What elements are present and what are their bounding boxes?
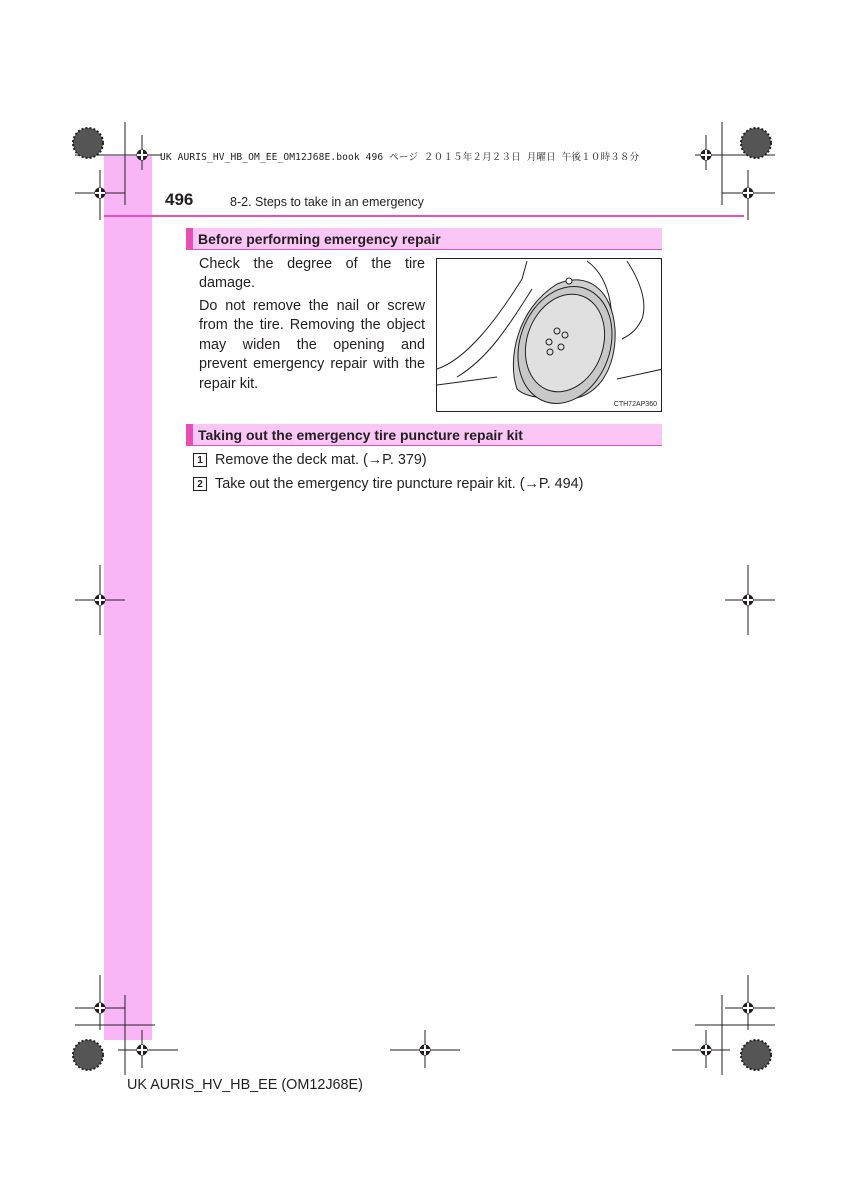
figure-code: CTH72AP360: [613, 401, 657, 408]
paragraph-do-not-remove: Do not remove the nail or screw from the tire. Removing the object may widen the opening and prevent emergency repair with the repair kit.: [199, 298, 425, 392]
step-number: 1: [193, 453, 207, 467]
heading-text: Taking out the emergency tire puncture repair kit: [198, 427, 523, 443]
step-text: Remove the deck mat. (→P. 379): [215, 452, 427, 468]
footer-code: UK AURIS_HV_HB_EE (OM12J68E): [127, 1077, 363, 1093]
tire-illustration: [436, 258, 662, 412]
paragraph-check-damage: Check the degree of the tire damage.: [199, 256, 425, 292]
header-rule: [104, 215, 744, 217]
page-number: 496: [165, 190, 194, 209]
step-text: Take out the emergency tire puncture repair kit. (→P. 494): [215, 476, 584, 492]
print-info: UK AURIS_HV_HB_OM_EE_OM12J68E.book 496 ページ ２０１５年２月２３日 月曜日 午後１０時３８分: [160, 152, 640, 163]
section-heading-take-out-kit: [186, 424, 662, 446]
step-item: [193, 476, 583, 492]
heading-text: Before performing emergency repair: [198, 231, 441, 247]
section-heading-before-repair: [186, 228, 662, 250]
step-item: [193, 452, 427, 468]
step-number: 2: [193, 477, 207, 491]
section-title: 8-2. Steps to take in an emergency: [230, 195, 424, 209]
tire-drawing: [437, 259, 662, 412]
